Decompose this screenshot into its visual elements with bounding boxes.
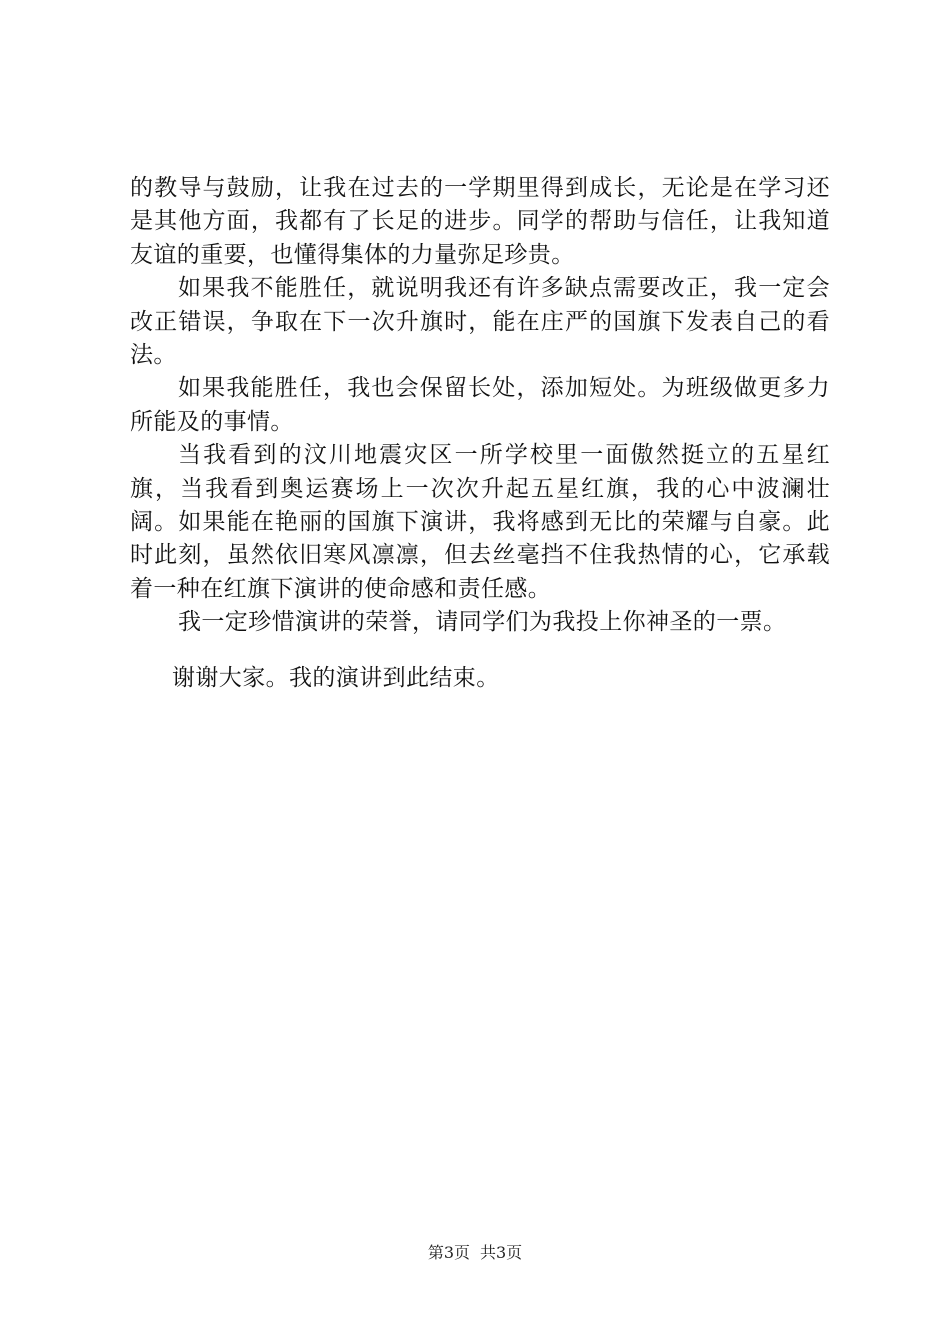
- body-text: [130, 172, 830, 695]
- paragraph-4: 当我看到的汶川地震灾区一所学校里一面傲然挺立的五星红旗，当我看到奥运赛场上一次次升起五星红旗，我的心中波澜壮阔。如果能在艳丽的国旗下演讲，我将感到无比的荣耀与自豪。此时此刻，虽然依旧寒风凛凛，但去丝毫挡不住我热情的心，它承载着一种在红旗下演讲的使命感和责任感。: [130, 442, 830, 602]
- paragraph-2: 如果我不能胜任，就说明我还有许多缺点需要改正，我一定会改正错误，争取在下一次升旗时，能在庄严的国旗下发表自己的看法。: [130, 275, 830, 369]
- page-number-total: 共3页: [480, 1243, 523, 1262]
- page-footer: [0, 1243, 950, 1263]
- paragraph-3: 如果我能胜任，我也会保留长处，添加短处。为班级做更多力所能及的事情。: [130, 375, 830, 435]
- paragraph-5: 我一定珍惜演讲的荣誉，请同学们为我投上你神圣的一票。: [178, 609, 787, 636]
- page-number-current: 第3页: [427, 1243, 470, 1262]
- paragraph-1: 的教导与鼓励，让我在过去的一学期里得到成长，无论是在学习还是其他方面，我都有了长足的进步。同学的帮助与信任，让我知道友谊的重要，也懂得集体的力量弥足珍贵。: [130, 175, 830, 268]
- closing-line: 谢谢大家。我的演讲到此结束。: [172, 664, 500, 691]
